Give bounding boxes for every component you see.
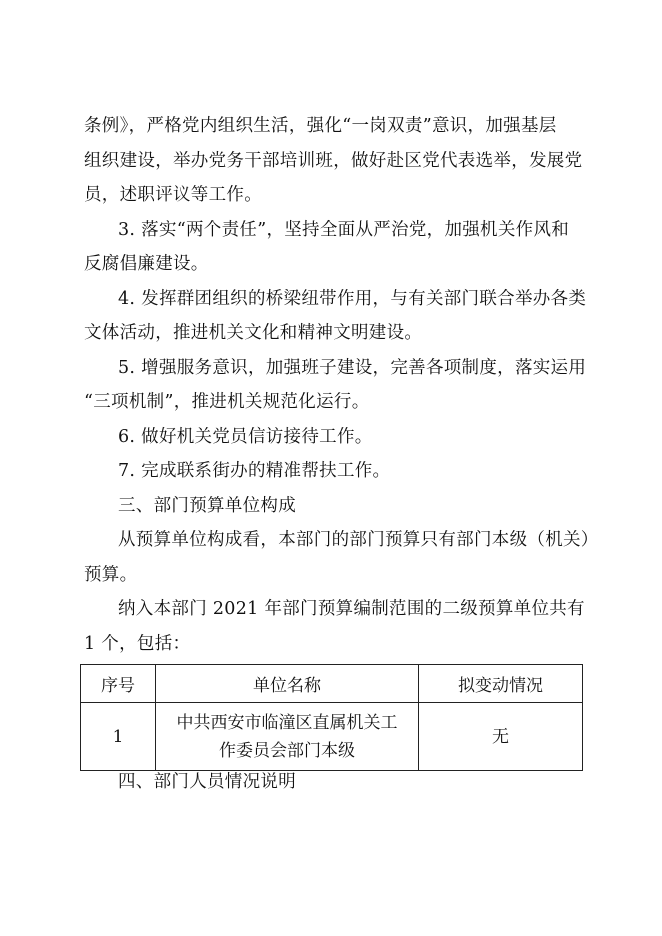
- paragraph-line: 预算。: [84, 565, 138, 585]
- list-item-4: 4. 发挥群团组织的桥梁纽带作用，与有关部门联合举办各类: [118, 289, 587, 309]
- paragraph-line: 反腐倡廉建设。: [84, 254, 209, 274]
- section-heading-4: 四、部门人员情况说明: [118, 772, 296, 792]
- table-row: [81, 703, 583, 771]
- header-planned-change: 拟变动情况: [419, 665, 583, 703]
- section-heading-3: 三、部门预算单位构成: [118, 496, 296, 516]
- paragraph-line: 纳入本部门 2021 年部门预算编制范围的二级预算单位共有: [118, 599, 585, 619]
- paragraph-line: 组织建设，举办党务干部培训班，做好赴区党代表选举，发展党: [84, 151, 583, 171]
- list-item-6: 6. 做好机关党员信访接待工作。: [118, 427, 373, 447]
- header-index: 序号: [81, 665, 156, 703]
- paragraph-line: 文体活动，推进机关文化和精神文明建设。: [84, 323, 423, 343]
- paragraph-line: 条例》，严格党内组织生活，强化“一岗双责”意识，加强基层: [84, 116, 557, 136]
- unit-name-line: 作委员会部门本级: [219, 740, 355, 761]
- unit-name-line: 中共西安市临潼区直属机关工: [176, 712, 398, 733]
- paragraph-line: 1 个，包括：: [84, 634, 191, 654]
- paragraph-line: 员，述职评议等工作。: [84, 185, 262, 205]
- header-unit-name: 单位名称: [156, 665, 419, 703]
- paragraph-line: 从预算单位构成看，本部门的部门预算只有部门本级（机关）: [118, 530, 599, 550]
- cell-unit-name: [156, 703, 419, 771]
- list-item-3: 3. 落实“两个责任”，坚持全面从严治党，加强机关作风和: [118, 220, 570, 240]
- list-item-7: 7. 完成联系街办的精准帮扶工作。: [118, 461, 391, 481]
- table-header-row: [81, 665, 583, 703]
- list-item-5: 5. 增强服务意识，加强班子建设，完善各项制度，落实运用: [118, 358, 587, 378]
- budget-units-table: [80, 664, 583, 771]
- paragraph-line: “三项机制”，推进机关规范化运行。: [84, 392, 370, 412]
- cell-index: 1: [81, 703, 156, 771]
- cell-planned-change: 无: [419, 703, 583, 771]
